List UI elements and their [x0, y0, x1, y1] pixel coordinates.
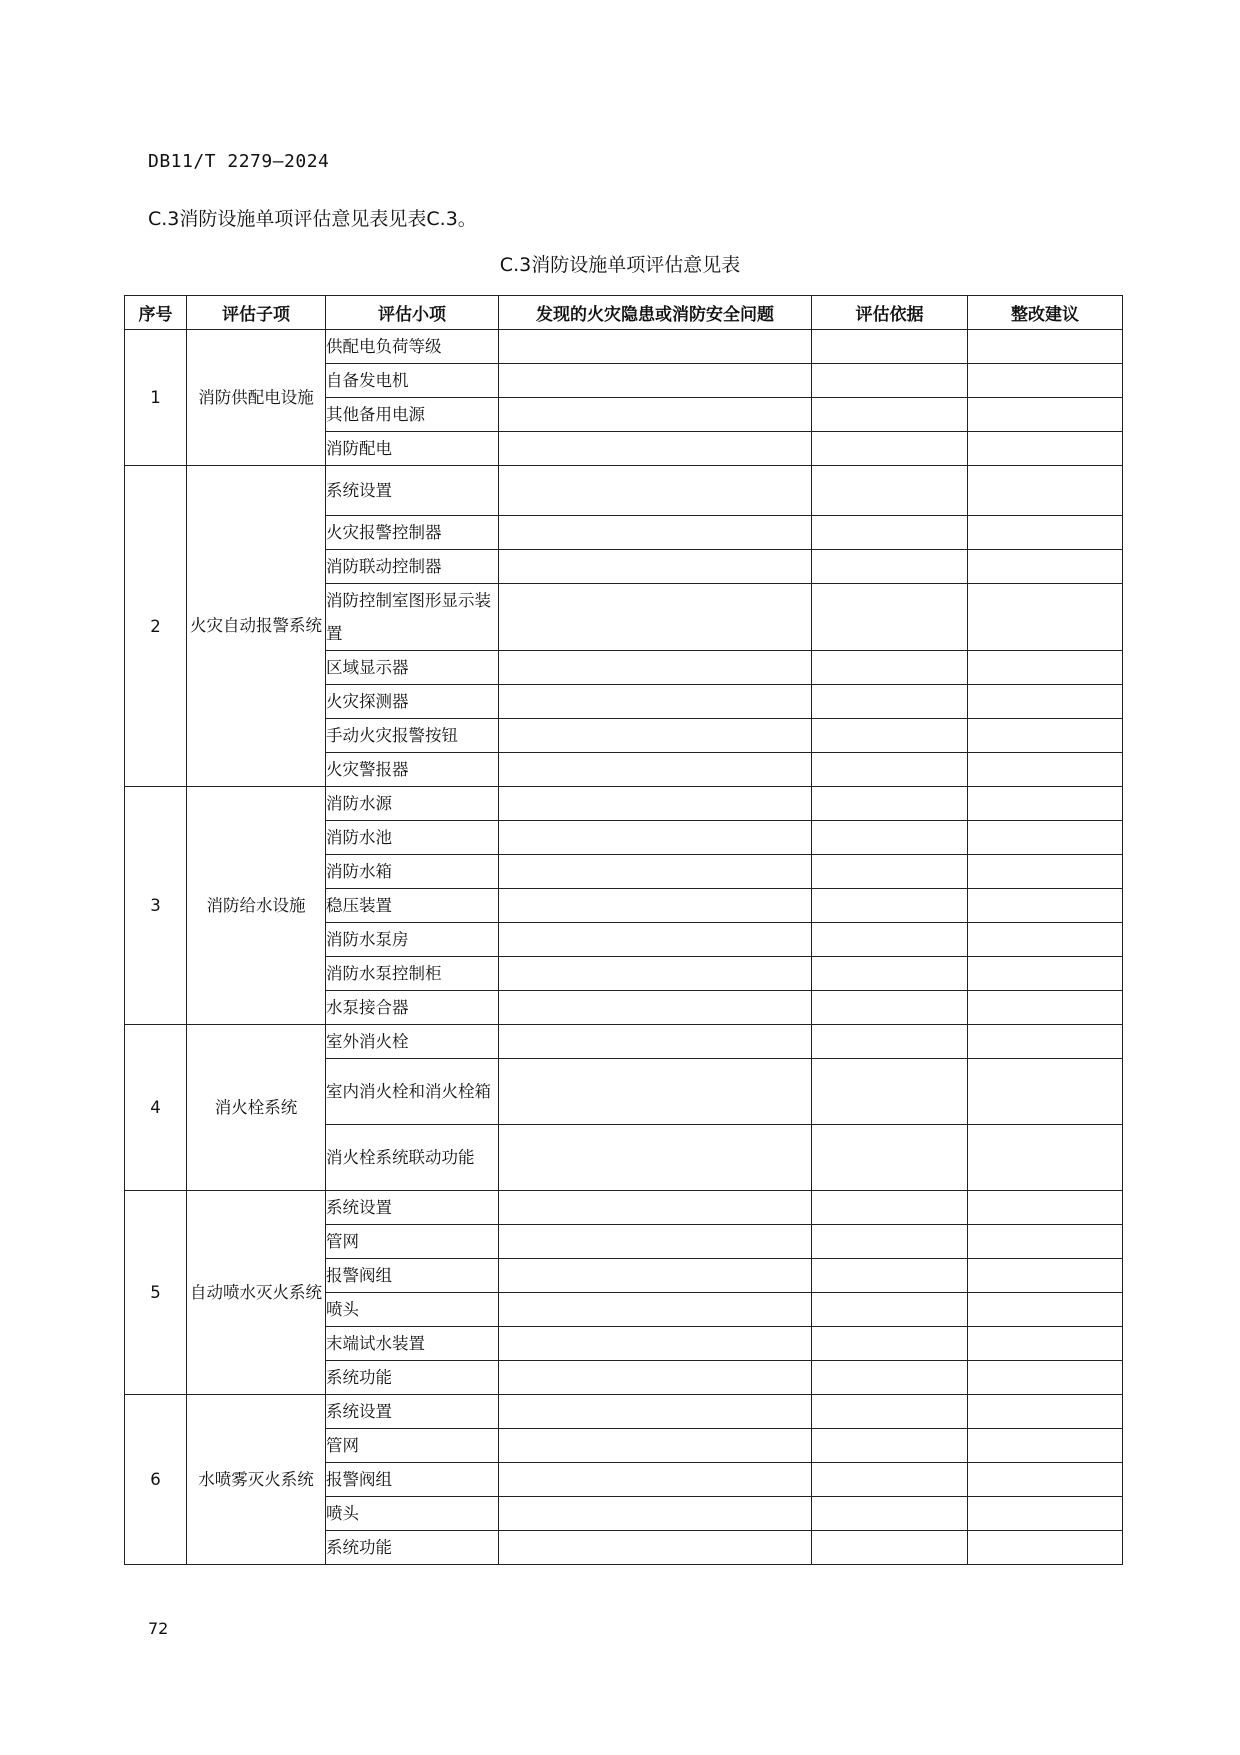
- basis-cell[interactable]: [812, 330, 968, 364]
- suggestion-cell[interactable]: [968, 516, 1123, 550]
- suggestion-cell[interactable]: [968, 1259, 1123, 1293]
- issues-cell[interactable]: [499, 1429, 812, 1463]
- suggestion-cell[interactable]: [968, 685, 1123, 719]
- header-cell-index: 序号: [125, 296, 187, 330]
- issues-cell[interactable]: [499, 1497, 812, 1531]
- group-name: 消防给水设施: [187, 787, 326, 1025]
- header-cell-suggestion: 整改建议: [968, 296, 1123, 330]
- item-name: 消防水源: [326, 787, 499, 821]
- item-name: 稳压装置: [326, 889, 499, 923]
- suggestion-cell[interactable]: [968, 651, 1123, 685]
- item-name: 消防联动控制器: [326, 550, 499, 584]
- basis-cell[interactable]: [812, 991, 968, 1025]
- basis-cell[interactable]: [812, 1497, 968, 1531]
- group-number: 4: [125, 1025, 187, 1191]
- item-name: 消防控制室图形显示装置: [326, 584, 499, 651]
- suggestion-cell[interactable]: [968, 991, 1123, 1025]
- item-name: 系统设置: [326, 466, 499, 516]
- group-name: 自动喷水灭火系统: [187, 1191, 326, 1395]
- issues-cell[interactable]: [499, 651, 812, 685]
- suggestion-cell[interactable]: [968, 1191, 1123, 1225]
- issues-cell[interactable]: [499, 889, 812, 923]
- basis-cell[interactable]: [812, 685, 968, 719]
- basis-cell[interactable]: [812, 1125, 968, 1191]
- basis-cell[interactable]: [812, 651, 968, 685]
- basis-cell[interactable]: [812, 719, 968, 753]
- suggestion-cell[interactable]: [968, 584, 1123, 651]
- issues-cell[interactable]: [499, 1225, 812, 1259]
- basis-cell[interactable]: [812, 855, 968, 889]
- issues-cell[interactable]: [499, 550, 812, 584]
- item-name: 系统功能: [326, 1531, 499, 1565]
- basis-cell[interactable]: [812, 584, 968, 651]
- item-name: 消防水泵房: [326, 923, 499, 957]
- basis-cell[interactable]: [812, 550, 968, 584]
- suggestion-cell[interactable]: [968, 889, 1123, 923]
- issues-cell[interactable]: [499, 1025, 812, 1059]
- basis-cell[interactable]: [812, 1395, 968, 1429]
- suggestion-cell[interactable]: [968, 1225, 1123, 1259]
- item-name: 末端试水装置: [326, 1327, 499, 1361]
- item-name: 其他备用电源: [326, 398, 499, 432]
- suggestion-cell[interactable]: [968, 466, 1123, 516]
- basis-cell[interactable]: [812, 364, 968, 398]
- item-name: 报警阀组: [326, 1463, 499, 1497]
- issues-cell[interactable]: [499, 432, 812, 466]
- suggestion-cell[interactable]: [968, 1497, 1123, 1531]
- issues-cell[interactable]: [499, 719, 812, 753]
- group-name: 消火栓系统: [187, 1025, 326, 1191]
- basis-cell[interactable]: [812, 432, 968, 466]
- basis-cell[interactable]: [812, 1361, 968, 1395]
- suggestion-cell[interactable]: [968, 1463, 1123, 1497]
- suggestion-cell[interactable]: [968, 1531, 1123, 1565]
- suggestion-cell[interactable]: [968, 1025, 1123, 1059]
- item-name: 管网: [326, 1225, 499, 1259]
- item-name: 室内消火栓和消火栓箱: [326, 1059, 499, 1125]
- table-row: [125, 330, 1123, 364]
- suggestion-cell[interactable]: [968, 1395, 1123, 1429]
- issues-cell[interactable]: [499, 516, 812, 550]
- suggestion-cell[interactable]: [968, 787, 1123, 821]
- suggestion-cell[interactable]: [968, 330, 1123, 364]
- group-number: 6: [125, 1395, 187, 1565]
- suggestion-cell[interactable]: [968, 719, 1123, 753]
- basis-cell[interactable]: [812, 1429, 968, 1463]
- suggestion-cell[interactable]: [968, 753, 1123, 787]
- table-row: [125, 1191, 1123, 1225]
- basis-cell[interactable]: [812, 787, 968, 821]
- basis-cell[interactable]: [812, 516, 968, 550]
- basis-cell[interactable]: [812, 466, 968, 516]
- issues-cell[interactable]: [499, 1125, 812, 1191]
- basis-cell[interactable]: [812, 821, 968, 855]
- item-name: 消火栓系统联动功能: [326, 1125, 499, 1191]
- item-name: 系统功能: [326, 1361, 499, 1395]
- group-name: 火灾自动报警系统: [187, 466, 326, 787]
- item-name: 火灾报警控制器: [326, 516, 499, 550]
- item-name: 消防水箱: [326, 855, 499, 889]
- group-name: 消防供配电设施: [187, 330, 326, 466]
- suggestion-cell[interactable]: [968, 1125, 1123, 1191]
- issues-cell[interactable]: [499, 991, 812, 1025]
- basis-cell[interactable]: [812, 1293, 968, 1327]
- table-row: [125, 466, 1123, 516]
- item-name: 自备发电机: [326, 364, 499, 398]
- issues-cell[interactable]: [499, 1361, 812, 1395]
- suggestion-cell[interactable]: [968, 398, 1123, 432]
- suggestion-cell[interactable]: [968, 1293, 1123, 1327]
- basis-cell[interactable]: [812, 398, 968, 432]
- suggestion-cell[interactable]: [968, 1327, 1123, 1361]
- item-name: 系统设置: [326, 1395, 499, 1429]
- basis-cell[interactable]: [812, 889, 968, 923]
- group-number: 1: [125, 330, 187, 466]
- basis-cell[interactable]: [812, 1259, 968, 1293]
- basis-cell[interactable]: [812, 1191, 968, 1225]
- table-title: C.3消防设施单项评估意见表: [499, 254, 741, 276]
- issues-cell[interactable]: [499, 1531, 812, 1565]
- basis-cell[interactable]: [812, 957, 968, 991]
- issues-cell[interactable]: [499, 957, 812, 991]
- intro-paragraph: C.3消防设施单项评估意见表见表C.3。: [148, 208, 477, 230]
- issues-cell[interactable]: [499, 1395, 812, 1429]
- item-name: 消防配电: [326, 432, 499, 466]
- basis-cell[interactable]: [812, 1025, 968, 1059]
- suggestion-cell[interactable]: [968, 550, 1123, 584]
- item-name: 火灾探测器: [326, 685, 499, 719]
- group-name: 水喷雾灭火系统: [187, 1395, 326, 1565]
- basis-cell[interactable]: [812, 1059, 968, 1125]
- issues-cell[interactable]: [499, 685, 812, 719]
- page-number: 72: [148, 1619, 169, 1638]
- suggestion-cell[interactable]: [968, 432, 1123, 466]
- issues-cell[interactable]: [499, 1191, 812, 1225]
- basis-cell[interactable]: [812, 753, 968, 787]
- header-cell-issues: 发现的火灾隐患或消防安全问题: [499, 296, 812, 330]
- group-number: 2: [125, 466, 187, 787]
- suggestion-cell[interactable]: [968, 821, 1123, 855]
- issues-cell[interactable]: [499, 584, 812, 651]
- issues-cell[interactable]: [499, 753, 812, 787]
- issues-cell[interactable]: [499, 1059, 812, 1125]
- header-cell-detail: 评估小项: [326, 296, 499, 330]
- item-name: 管网: [326, 1429, 499, 1463]
- item-name: 喷头: [326, 1293, 499, 1327]
- item-name: 手动火灾报警按钮: [326, 719, 499, 753]
- document-code: DB11/T 2279—2024: [148, 151, 330, 172]
- header-cell-subitem: 评估子项: [187, 296, 326, 330]
- table-row: [125, 787, 1123, 821]
- basis-cell[interactable]: [812, 923, 968, 957]
- issues-cell[interactable]: [499, 923, 812, 957]
- suggestion-cell[interactable]: [968, 1361, 1123, 1395]
- basis-cell[interactable]: [812, 1463, 968, 1497]
- group-number: 3: [125, 787, 187, 1025]
- issues-cell[interactable]: [499, 1293, 812, 1327]
- basis-cell[interactable]: [812, 1531, 968, 1565]
- issues-cell[interactable]: [499, 1259, 812, 1293]
- issues-cell[interactable]: [499, 330, 812, 364]
- basis-cell[interactable]: [812, 1225, 968, 1259]
- item-name: 消防水池: [326, 821, 499, 855]
- table-row: [125, 1025, 1123, 1059]
- issues-cell[interactable]: [499, 1327, 812, 1361]
- item-name: 供配电负荷等级: [326, 330, 499, 364]
- item-name: 水泵接合器: [326, 991, 499, 1025]
- issues-cell[interactable]: [499, 787, 812, 821]
- suggestion-cell[interactable]: [968, 923, 1123, 957]
- issues-cell[interactable]: [499, 855, 812, 889]
- issues-cell[interactable]: [499, 364, 812, 398]
- issues-cell[interactable]: [499, 398, 812, 432]
- item-name: 喷头: [326, 1497, 499, 1531]
- suggestion-cell[interactable]: [968, 855, 1123, 889]
- item-name: 报警阀组: [326, 1259, 499, 1293]
- item-name: 消防水泵控制柜: [326, 957, 499, 991]
- assessment-table: [124, 295, 1123, 1565]
- issues-cell[interactable]: [499, 1463, 812, 1497]
- table-header-row: [125, 296, 1123, 330]
- group-number: 5: [125, 1191, 187, 1395]
- suggestion-cell[interactable]: [968, 957, 1123, 991]
- suggestion-cell[interactable]: [968, 364, 1123, 398]
- issues-cell[interactable]: [499, 821, 812, 855]
- item-name: 系统设置: [326, 1191, 499, 1225]
- item-name: 火灾警报器: [326, 753, 499, 787]
- issues-cell[interactable]: [499, 466, 812, 516]
- suggestion-cell[interactable]: [968, 1059, 1123, 1125]
- item-name: 室外消火栓: [326, 1025, 499, 1059]
- header-cell-basis: 评估依据: [812, 296, 968, 330]
- table-row: [125, 1395, 1123, 1429]
- basis-cell[interactable]: [812, 1327, 968, 1361]
- item-name: 区域显示器: [326, 651, 499, 685]
- suggestion-cell[interactable]: [968, 1429, 1123, 1463]
